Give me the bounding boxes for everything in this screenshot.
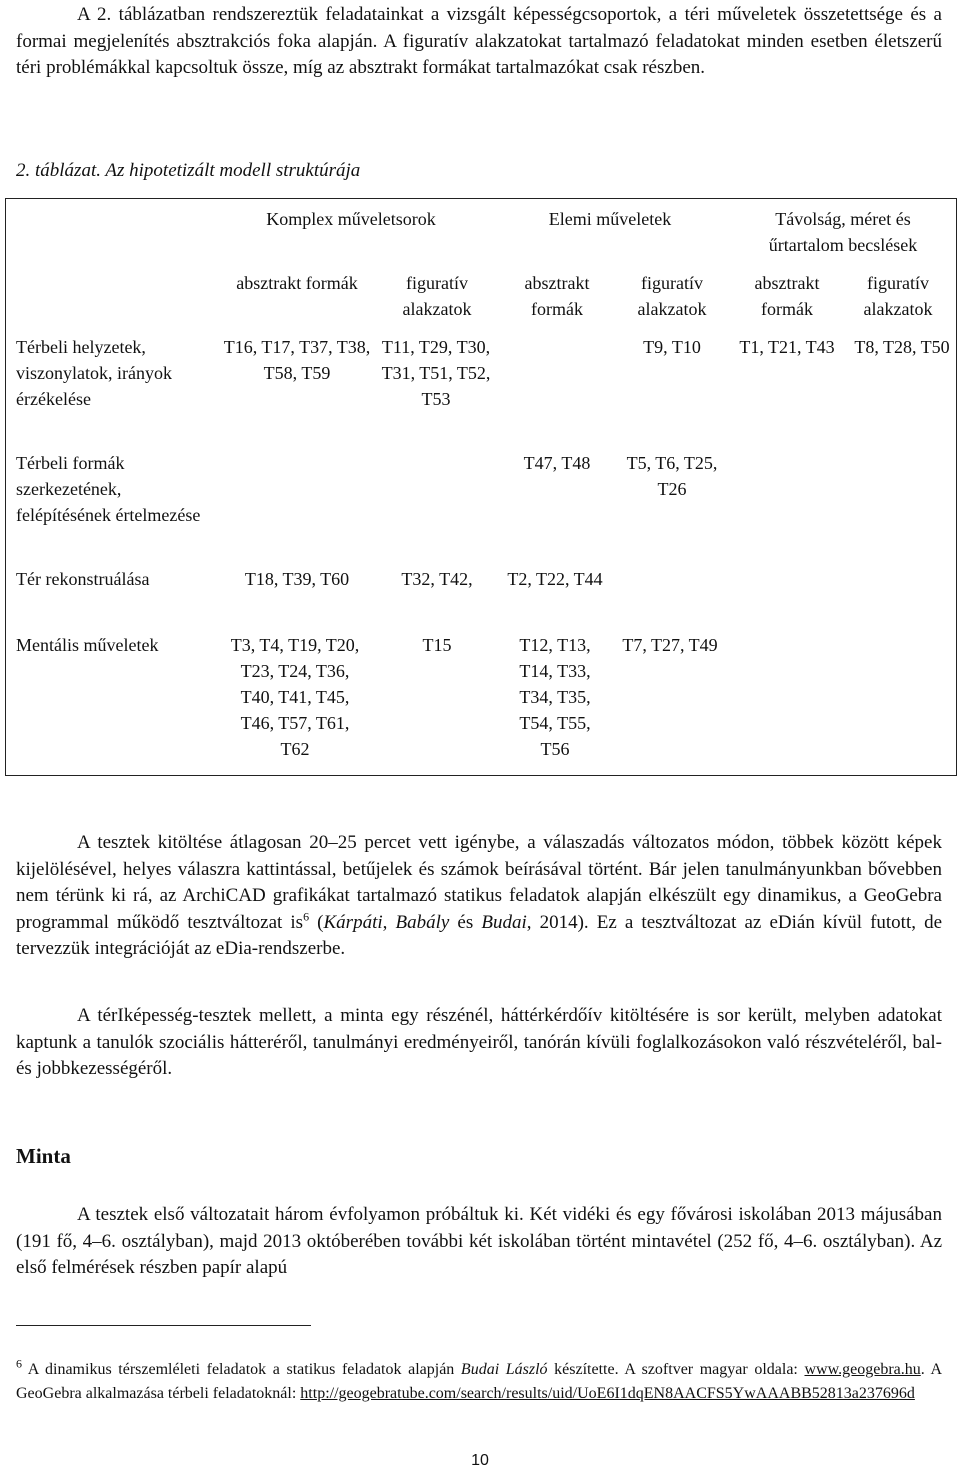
table-cell: T12, T13, T14, T33, T34, T35, T54, T55, T56 [519, 635, 591, 759]
row-label-spatial-forms: Térbeli formák szerkezetének, felépítésének értelmezése [16, 453, 201, 525]
table-cell: T2, T22, T44 [507, 569, 603, 589]
footnote-ref: 6 [303, 909, 310, 924]
subheader-figurative-2: figuratív alakzatok [637, 273, 707, 319]
table-cell: T3, T4, T19, T20, T23, T24, T36, T40, T41, T45, T46, T57, T61, T62 [230, 635, 360, 759]
table-cell: T9, T10 [643, 337, 701, 357]
table-cell: T7, T27, T49 [622, 635, 718, 655]
table-cell: T15 [422, 635, 452, 655]
table-cell: T1, T21, T43 [739, 337, 835, 357]
page-number: 10 [471, 1452, 489, 1469]
table-caption: 2. táblázat. Az hipotetizált modell struktúrája [16, 160, 361, 181]
table-cell: T11, T29, T30, T31, T51, T52, T53 [381, 337, 491, 409]
group-header-estimation: Távolság, méret és űrtartalom becslések [768, 209, 918, 255]
sample-paragraph: A tesztek első változatait három évfolyamon próbáltuk ki. Két vidéki és egy fővárosi iskolában 2013 májusában (191 fő, 4–6. osztályban), majd 2013 októberében további két iskolában történt mintavétel (252 fő, 4–6. osztályban). Az első felmérések részben papír alapú [16, 1204, 942, 1278]
table-cell: T32, T42, [401, 569, 473, 589]
section-heading-sample: Minta [16, 1144, 71, 1168]
subheader-abstract-2: absztrakt formák [524, 273, 590, 319]
group-header-complex: Komplex műveletsorok [266, 209, 436, 229]
table-cell: T8, T28, T50 [854, 337, 950, 357]
group-header-elemental: Elemi műveletek [548, 209, 672, 229]
subheader-figurative-1: figuratív alakzatok [402, 273, 472, 319]
row-label-spatial-positions: Térbeli helyzetek, viszonylatok, irányok érzékelése [16, 337, 172, 409]
table-cell: T47, T48 [523, 453, 591, 473]
questionnaire-paragraph: A térIképesség-tesztek mellett, a minta egy részénél, háttérkérdőív kitöltésére is sor került, melyben adatokat kaptunk a tanulók szociális hátteréről, tanulmányi eredményeiről, tanórán kívüli foglalkozásokon való részvételéről, bal- és jobbkezességéről. [16, 1005, 942, 1079]
geogebratube-link[interactable]: http://geogebratube.com/search/results/uid/UoE6I1dqEN8AACFS5YwAAABB52813a237696d [300, 1385, 915, 1402]
geogebra-link[interactable]: www.geogebra.hu [804, 1361, 921, 1378]
footnote-6: $^6$ A dinamikus térszemléleti feladatok a statikus feladatok alapján Budai László készítette. A szoftver magyar oldala: www.geogebra.hu. A GeoGebra alkalmazása térbeli feladatoknál: http://geogebratube.com/search/results/uid/UoE6I1dqEN8AACFS5YwAAABB52813a237696d [16, 1356, 943, 1402]
test-duration-paragraph: A tesztek kitöltése átlagosan 20–25 percet vett igénybe, a válaszadás változatos módon, többek között képek kijelölésével, helyes válaszra kattintással, betűjelek és számok beírásával történt. Bár jelen tanulmányunkban bővebben nem térünk ki rá, az ArchiCAD grafikákat tartalmazó statikus feladatok alapján elkészült egy dinamikus, a GeoGebra programmal működő tesztváltozat $is^6$ (Kárpáti, Babály és Budai, 2014). Ez a tesztváltozat az eDián kívül futott, de tervezzük integrációját az eDia-rendszerbe. [16, 832, 943, 959]
subheader-abstract-1: absztrakt formák [236, 273, 358, 293]
table-cell: T5, T6, T25, T26 [626, 453, 718, 499]
table-cell: T18, T39, T60 [244, 569, 350, 589]
table-cell: T16, T17, T37, T38, T58, T59 [223, 337, 371, 383]
intro-paragraph: A 2. táblázatban rendszereztük feladatainkat a vizsgált képességcsoportok, a téri műveletek összetettsége és a formai megjelenítés absztrakciós foka alapján. A figuratív alakzatokat tartalmazó feladatokat minden esetben életszerű téri problémákkal kapcsoltuk össze, míg az absztrakt formákat tartalmazókat csak részben. [16, 4, 942, 78]
subheader-abstract-3: absztrakt formák [754, 273, 820, 319]
subheader-figurative-3: figuratív alakzatok [863, 273, 933, 319]
row-label-mental-operations: Mentális műveletek [16, 635, 159, 655]
row-label-space-reconstruction: Tér rekonstruálása [16, 569, 150, 589]
footnote-divider [16, 1325, 311, 1326]
